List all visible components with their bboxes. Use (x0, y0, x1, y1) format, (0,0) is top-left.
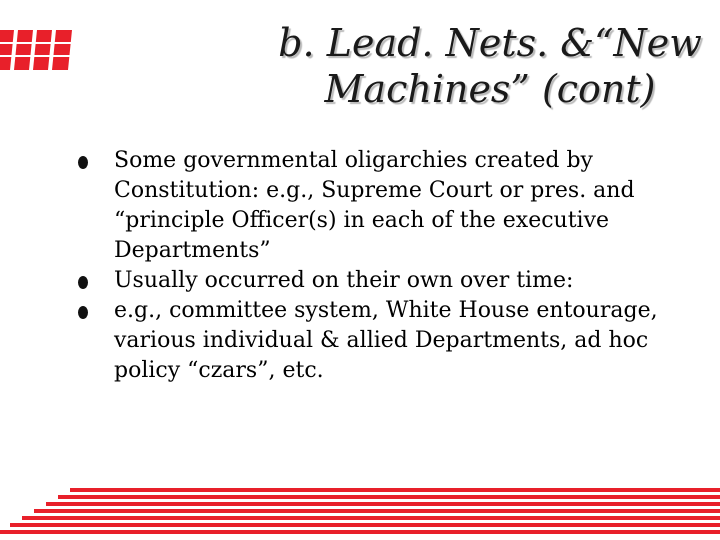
bullet-dot-icon (78, 306, 88, 319)
list-item (78, 146, 698, 266)
bullet-dot-icon (78, 276, 88, 289)
bullet-text: Usually occurred on their own over time: (114, 268, 574, 293)
bullet-text: e.g., committee system, White House entourage, various individual & allied Departments, ad hoc policy “czars”, etc. (114, 298, 658, 383)
red-stripes-decoration (0, 488, 720, 534)
list-item (78, 296, 698, 386)
bullet-text: Some governmental oligarchies created by Constitution: e.g., Supreme Court or pres. and “principle Officer(s) in each of the executive Departments” (114, 148, 635, 263)
red-blocks-logo (0, 30, 80, 70)
slide-title: b. Lead. Nets. &“New Machines” (cont) (278, 21, 702, 111)
bullet-list (78, 146, 698, 386)
bullet-dot-icon (78, 156, 88, 169)
list-item (78, 266, 698, 296)
